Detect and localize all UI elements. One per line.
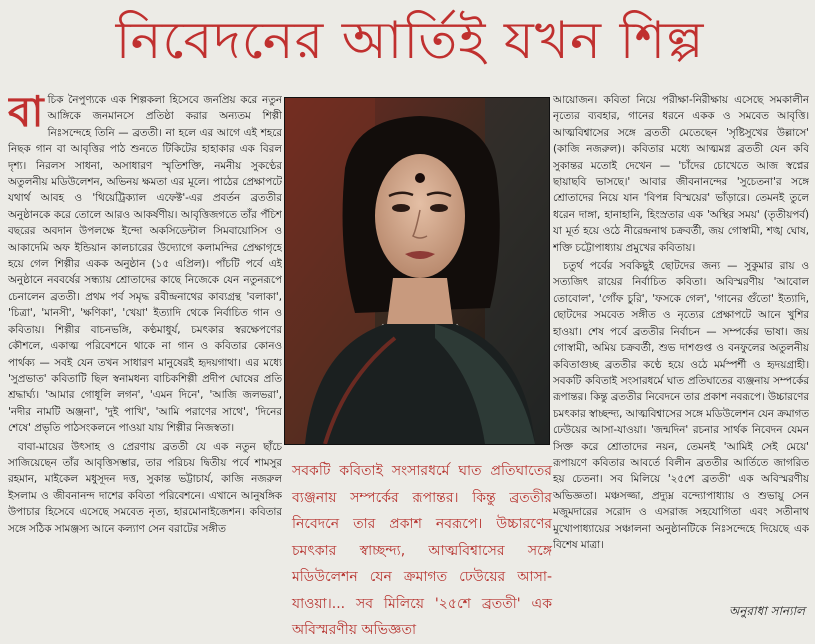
article-paragraph: চতুর্থ পর্বের সবকিছুই ছোটদের জন্য — সুকুমার রায় ও সত্যজিৎ রায়ের নির্বাচিত কবিতা। অবিস্মরণীয় 'আবোল তোবোল', 'গোঁফ চুরি', 'ফসকে গেল', 'গানের গুঁতো' ইত্যাদি, ছোটদের সমবেত সঙ্গীত ও নৃত্যের প্রেক্ষাপটে আনে খুশির হাওয়া। শেষ পর্বে ব্রততীর নির্বাচন — সম্পর্কের ভাষা। জয় গোস্বামী, অমিয় চক্রবর্তী, শুভ দাশগুপ্ত ও বনফুলের অতুলনীয় কবিতাগুচ্ছ ব্রততীর কণ্ঠে হয়ে ওঠে মর্মস্পর্শী ও হৃদয়গ্রাহী। সবকটি কবিতাই সংসারধর্মে ঘাত প্রতিঘাতের ব্যঞ্জনায় সম্পর্কের রূপান্তর। কিন্তু ব্রততীর নিবেদনে তার প্রকাশ নবরূপে। উচ্চারণের চমৎকার স্বাচ্ছন্দ্য, আত্মবিশ্বাসের সঙ্গে মডিউলেশন যেন ক্রমাগত ঢেউয়ের আসা-যাওয়া। 'জন্মদিন' রচনার সার্থক নিবেদন যেমন সিক্ত করে শ্রোতাদের নয়ন, তেমনই 'আমিই সেই মেয়ে' রূপায়ণে কবিতার আবর্তে বিলীন ব্রততীর আর্তিতে জাগরিত হয় চেতনা। সব মিলিয়ে '২৫শে ব্রততী' এক অবিস্মরণীয় অভিজ্ঞতা। মঞ্চসজ্জা, প্রদ্যুম্ন বন্দ্যোপাধ্যায় ও শুভায়ু সেন মজুমদারের সরোদ ও এসরাজ সহযোগিতা এবং সতীনাথ মুখোপাধ্যায়ের সঞ্চালনা অনুষ্ঠানটিকে নিঃসন্দেহে দিয়েছে এক বিশেষ মাত্রা।: [553, 260, 809, 551]
article-paragraph: আয়োজন। কবিতা নিয়ে পরীক্ষা-নিরীক্ষায় এসেছে সমকালীন নৃত্যের ব্যবহার, গানের ধরনে একক ও সমবেত আবৃত্তি। আত্মবিশ্বাসের সঙ্গে ব্রততী মেতেছেন 'সৃষ্টিসুখের উল্লাসে' (কাজি নজরুল)। কবিতার মধ্যে আত্মমগ্ন ব্রততী যেন কবি সুকান্তর মতোই দেখেন — 'চাঁদের চোখেতে আজ স্বপ্নের ছায়াছবি ভাসছে।' আবার জীবনানন্দের 'সুচেতনা'র সঙ্গে শ্রোতাদের নিয়ে যান 'বিপন্ন বিস্ময়ের' ভাঁড়ারে। তেমনই তুলে ধরেন দাঙ্গা, হানাহানি, হিংস্রতার এক 'অস্থির সময়' (তৃতীয়পর্ব) যা মূর্ত হয়ে ওঠে নীরেন্দ্রনাথ চক্রবর্তী, জয় গোস্বামী, শঙ্খ ঘোষ, শক্তি চট্টোপাধ্যায় প্রমুখের কবিতায়।: [553, 94, 809, 254]
portrait-photo: [284, 97, 550, 445]
byline: অনুরাধা সান্যাল: [728, 604, 805, 618]
article-paragraph: বাবা-মায়ের উৎসাহ ও প্রেরণায় ব্রততী যে এক নতুন ছাঁচে সাজিয়েছেন তাঁর আবৃত্তিসম্ভার, তার পরিচয় দ্বিতীয় পর্বে শামসুর রহমান, মাইকেল মধুসূদন দত্ত, সুকান্ত ভট্টাচার্য, কাজি নজরুল ইসলাম ও জীবনানন্দ দাশের কবিতা পরিবেশনে। এখানে আনুষঙ্গিক উপাচার হিসেবে এসেছে সমবেত নৃত্য, হারমোনাইজেশন। কবিতার সঙ্গে সঠিক সামঞ্জস্য আনে কল্যাণ সেন বরাটের সঙ্গীত: [8, 440, 282, 535]
article-column-right: [553, 92, 809, 596]
article-paragraph: চিক নৈপুণ্যকে এক শিল্পকলা হিসেবে জনপ্রিয় করে নতুন আঙ্গিকে জনমানসে প্রতিষ্ঠা করার অন্যতম শিল্পী নিঃসন্দেহে তিনি — ব্রততী। না হলে এর আগে এই শহরে নিছক গান বা আবৃত্তির পাঠ শুনতে টিকিটের হাহাকার এক বিরল দৃশ্য। নিরলস সাধনা, অসাধারণ স্মৃতিশক্তি, নমনীয় সুকণ্ঠের অতুলনীয় মডিউলেশন, অভিনয় ক্ষমতা এর মূলে। পাঠের প্রেক্ষাপটে যথার্থ আবহ ও 'থিয়েট্রিক্যাল এফেক্ট'-এর প্রবর্তন ব্রততীর অনুষ্ঠানকে করে তোলে আরও আকর্ষণীয়। আবৃত্তিজগতে তাঁর পঁচিশ বছরের অবদান উপলক্ষে ইন্দো অকসিডেন্টাল সিমবায়োসিস ও আকাদেমি অফ ইন্ডিয়ান কালচারের উদ্যোগে কলামন্দির প্রেক্ষাগৃহে হয়ে গেল শিল্পীর একক অনুষ্ঠান (১৫ এপ্রিল)। পাঁচটি পর্বে এই অনুষ্ঠানে নববর্ষের সন্ধ্যায় শ্রোতাদের কাছে নিজেকে যেন নতুনরূপে চেনালেন ব্রততী। প্রথম পর্ব সমৃদ্ধ রবীন্দ্রনাথের কাব্যগ্রন্থ 'বলাকা', 'চিত্রা', 'মানসী', 'ক্ষণিকা', 'খেয়া' ইত্যাদি থেকে নির্বাচিত গান ও কবিতায়। শিল্পীর বাচনভঙ্গি, কণ্ঠমাধুর্য, চমৎকার স্বরক্ষেপণের কৌশলে, একাত্ম পরিবেশনে থাকে না গান ও কবিতার কোনও পার্থক্য — সবই যেন তখন সাধারণ মানুষেরই হৃদয়গাথা। এর মধ্যে 'সুপ্রভাত' কবিতাটি ছিল স্বনামধন্য বাচিকশিল্পী প্রদীপ ঘোষের প্রতি শ্রদ্ধার্ঘ্য। 'আমার গোধূলি লগন', 'এমন দিনে', 'আজি জলভরা', 'নদীর নামটি অঞ্জনা', 'দুই পাখি', 'আমি পরাণের সাথে', 'দিনের শেষে' প্রভৃতি পাঠসংকলনে পাওয়া যায় শিল্পীর নিজস্বতা।: [8, 94, 282, 435]
headline: নিবেদনের আর্তিই যখন শিল্প: [115, 11, 705, 71]
portrait-illustration: [285, 98, 549, 444]
drop-cap: বা: [8, 92, 44, 136]
pull-quote: সবকটি কবিতাই সংসারধর্মে ঘাত প্রতিঘাতের ব্যঞ্জনায় সম্পর্কের রূপান্তর। কিন্তু ব্রততীর নিবেদনে তার প্রকাশ নবরূপে। উচ্চারণের চমৎকার স্বাচ্ছন্দ্য, আত্মবিশ্বাসের সঙ্গে মডিউলেশন যেন ক্রমাগত ঢেউয়ের আসা-যাওয়া।... সব মিলিয়ে '২৫শে ব্রততী' এক অবিস্মরণীয় অভিজ্ঞতা: [292, 463, 552, 638]
article-column-left: [8, 92, 282, 632]
